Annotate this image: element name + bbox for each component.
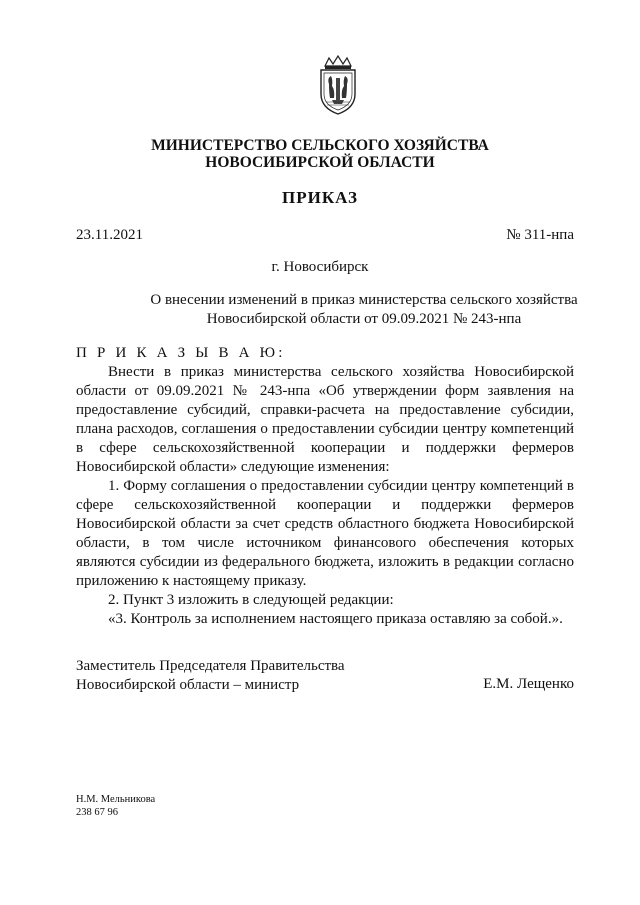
document-body	[76, 344, 574, 629]
coat-of-arms-icon	[315, 54, 361, 118]
document-city: г. Новосибирск	[271, 259, 369, 275]
signatory-position-line1: Заместитель Председателя Правительства	[76, 658, 345, 674]
ministry-name-line2: НОВОСИБИРСКОЙ ОБЛАСТИ	[205, 154, 435, 171]
executor-phone: 238 67 96	[76, 807, 118, 818]
document-number: № 311-нпа	[506, 227, 574, 243]
signatory-name: Е.М. Лещенко	[483, 676, 574, 692]
executor-info	[76, 793, 155, 819]
subject-line1: О внесении изменений в приказ министерства сельского хозяйства	[150, 292, 578, 308]
document-date: 23.11.2021	[76, 227, 143, 243]
body-paragraph-4: «3. Контроль за исполнением настоящего приказа оставляю за собой.».	[108, 611, 563, 627]
body-paragraph-1: Внести в приказ министерства сельского хозяйства Новосибирской области от 09.09.2021 № 243-нпа «Об утверждении форм заявления на предоставление субсидий, справки-расчета на предоставление субсидии, плана расходов, соглашения о предоставлении субсидии центру компетенций в сфере сельскохозяйственной кооперации и поддержки фермеров Новосибирской области» следующие изменения:	[76, 364, 574, 475]
subject-line2: Новосибирской области от 09.09.2021 № 243-нпа	[206, 311, 522, 327]
signatory-position-line2: Новосибирской области – министр	[76, 677, 300, 693]
body-paragraph-2: 1. Форму соглашения о предоставлении субсидии центру компетенций в сфере сельскохозяйственной кооперации и поддержки фермеров Новосибирской области за счет средств областного бюджета Новосибирской области, в том числе источником финансового обеспечения которых являются субсидии из федерального бюджета, изложить в редакции согласно приложению к настоящему приказу.	[76, 478, 574, 589]
signatory-position	[76, 657, 345, 695]
body-paragraph-3: 2. Пункт 3 изложить в следующей редакции:	[108, 592, 394, 608]
ministry-name-line1: МИНИСТЕРСТВО СЕЛЬСКОГО ХОЗЯЙСТВА	[151, 137, 489, 154]
orders-heading: П Р И К А З Ы В А Ю:	[76, 345, 286, 361]
executor-name: Н.М. Мельникова	[76, 794, 156, 805]
document-type: ПРИКАЗ	[282, 188, 358, 207]
